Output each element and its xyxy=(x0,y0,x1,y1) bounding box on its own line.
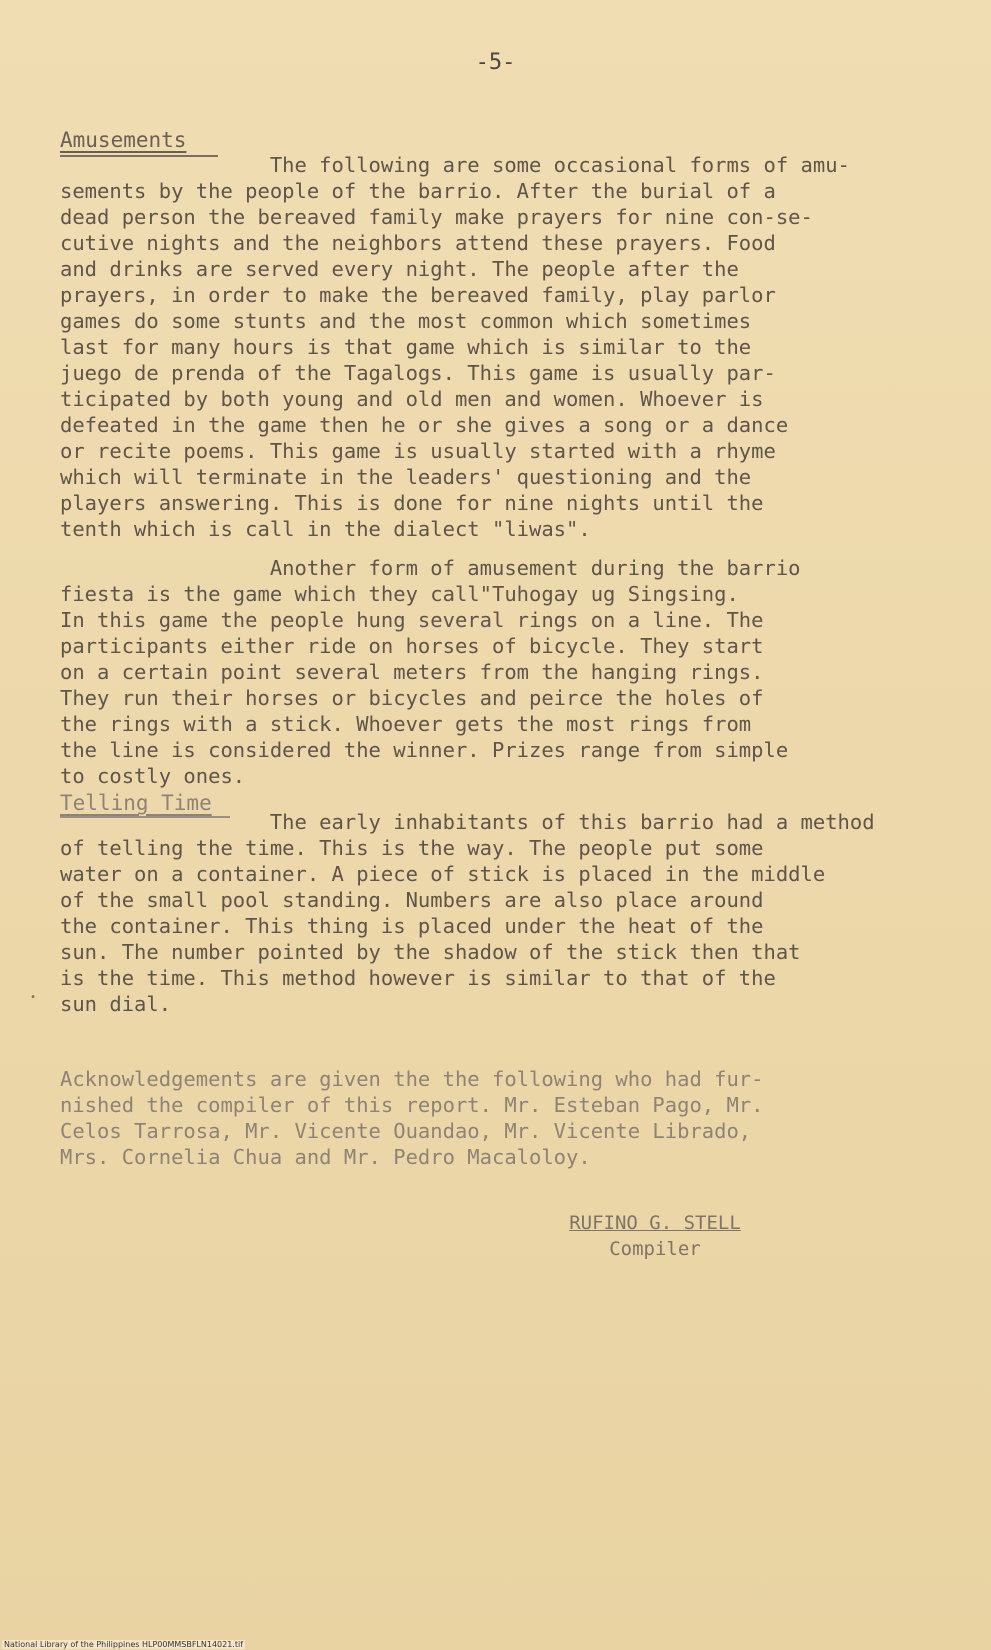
text-line: or recite poems. This game is usually started with a rhyme xyxy=(60,439,776,463)
text-line: to costly ones. xyxy=(60,764,246,788)
text-line: sun. The number pointed by the shadow of the stick then that xyxy=(60,940,801,964)
compiler-title: Compiler xyxy=(609,1238,701,1260)
amusements-paragraph xyxy=(60,152,850,542)
text-line: Celos Tarrosa, Mr. Vicente Ouandao, Mr. Vicente Librado, xyxy=(60,1119,752,1143)
text-line: The early inhabitants of this barrio had a method xyxy=(60,810,875,834)
text-line: dead person the bereaved family make prayers for nine con-se- xyxy=(60,205,813,229)
text-line: nished the compiler of this report. Mr. Esteban Pago, Mr. xyxy=(60,1093,764,1117)
text-line: Acknowledgements are given the the following who had fur- xyxy=(60,1067,764,1091)
telling-time-paragraph xyxy=(60,809,875,1017)
text-line: The following are some occasional forms of amu- xyxy=(60,153,850,177)
text-line: They run their horses or bicycles and peirce the holes of xyxy=(60,686,764,710)
text-line: prayers, in order to make the bereaved family, play parlor xyxy=(60,283,776,307)
text-line: defeated in the game then he or she gives a song or a dance xyxy=(60,413,789,437)
text-line: Another form of amusement during the barrio xyxy=(60,556,801,580)
text-line: last for many hours is that game which is similar to the xyxy=(60,335,752,359)
text-line: which will terminate in the leaders' questioning and the xyxy=(60,465,752,489)
text-line: and drinks are served every night. The people after the xyxy=(60,257,739,281)
text-line: juego de prenda of the Tagalogs. This game is usually par- xyxy=(60,361,776,385)
text-line: In this game the people hung several rings on a line. The xyxy=(60,608,764,632)
margin-mark: • xyxy=(30,992,37,1003)
text-line: the line is considered the winner. Prizes range from simple xyxy=(60,738,789,762)
text-line: games do some stunts and the most common which sometimes xyxy=(60,309,752,333)
text-line: is the time. This method however is similar to that of the xyxy=(60,966,776,990)
text-line: participants either ride on horses of bicycle. They start xyxy=(60,634,764,658)
text-line: water on a container. A piece of stick is placed in the middle xyxy=(60,862,826,886)
amusements-paragraph-2 xyxy=(60,555,801,789)
text-line: tenth which is call in the dialect "liwas". xyxy=(60,517,591,541)
text-line: of the small pool standing. Numbers are also place around xyxy=(60,888,764,912)
telling-time-heading: Telling Time xyxy=(60,791,212,815)
text-line: sements by the people of the barrio. After the burial of a xyxy=(60,179,776,203)
text-line: cutive nights and the neighbors attend these prayers. Food xyxy=(60,231,776,255)
text-line: on a certain point several meters from the hanging rings. xyxy=(60,660,764,684)
text-line: of telling the time. This is the way. The people put some xyxy=(60,836,764,860)
amusements-heading: Amusements xyxy=(60,128,187,152)
text-line: the rings with a stick. Whoever gets the most rings from xyxy=(60,712,752,736)
text-line: Mrs. Cornelia Chua and Mr. Pedro Macaloloy. xyxy=(60,1145,591,1169)
signature-block xyxy=(545,1210,765,1262)
text-line: sun dial. xyxy=(60,992,172,1016)
text-line: ticipated by both young and old men and women. Whoever is xyxy=(60,387,764,411)
text-line: fiesta is the game which they call"Tuhogay ug Singsing. xyxy=(60,582,739,606)
acknowledgements-paragraph xyxy=(60,1066,764,1170)
text-line: players answering. This is done for nine nights until the xyxy=(60,491,764,515)
text-line: the container. This thing is placed under the heat of the xyxy=(60,914,764,938)
archive-footer: National Library of the Philippines HLP00MMSBFLN14021.tif xyxy=(4,1640,244,1649)
compiler-name: RUFINO G. STELL xyxy=(569,1212,741,1234)
page-number: -5- xyxy=(475,50,516,75)
